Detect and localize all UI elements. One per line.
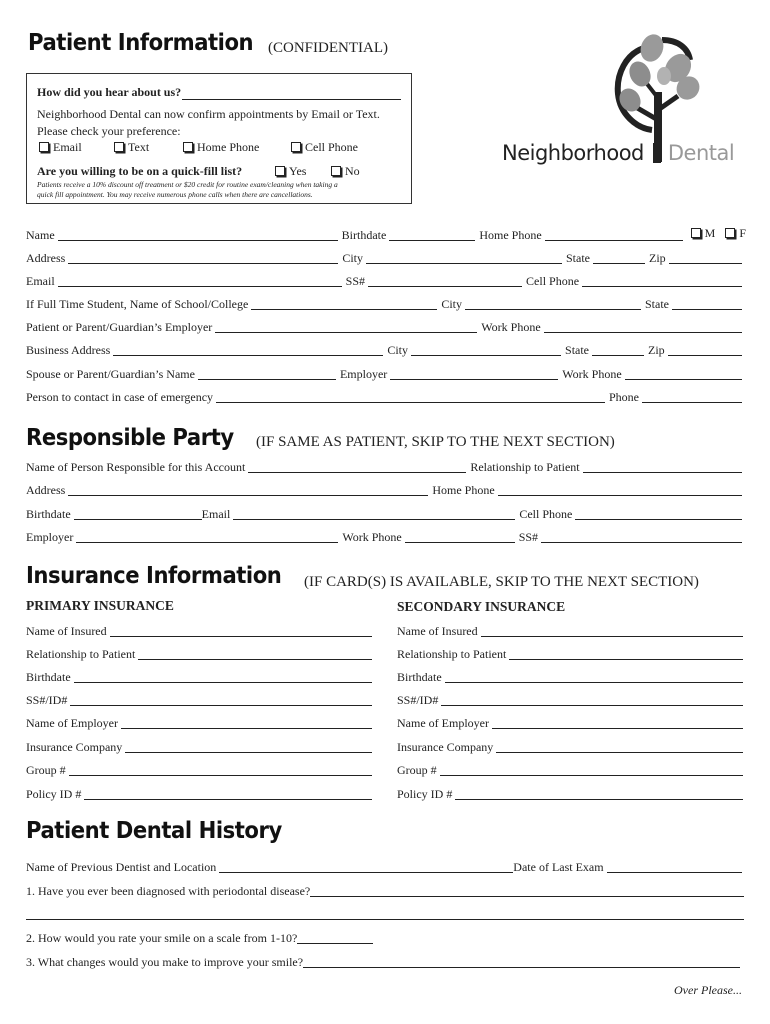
address-label: Address [26,251,66,265]
responsible-home-phone-input[interactable] [498,484,742,496]
email-row [26,273,746,287]
birthdate-label: Birthdate [341,228,387,242]
responsible-note: (IF SAME AS PATIENT, SKIP TO THE NEXT SECTION) [256,434,615,450]
referral-row [37,85,401,100]
yes-label: Yes [289,164,307,178]
address-input[interactable] [68,252,338,264]
email-input[interactable] [58,275,342,287]
zip-input[interactable] [669,252,742,264]
secondary-insurance-input[interactable] [509,648,743,660]
spouse-label: Spouse or Parent/Guardian’s Name [26,367,195,381]
referral-box [26,73,412,204]
city-label: City [342,251,363,265]
spouse-work-phone-label: Work Phone [562,367,622,381]
spouse-work-phone-input[interactable] [625,368,742,380]
last-exam-label: Date of Last Exam [513,860,604,874]
responsible-address-input[interactable] [68,484,428,496]
insurance-title: Insurance Information [26,563,282,589]
spouse-employer-input[interactable] [390,368,558,380]
business-state-input[interactable] [592,344,644,356]
spouse-input[interactable] [198,368,336,380]
q2-input[interactable] [297,932,373,944]
state-input[interactable] [593,252,645,264]
secondary-insurance-label: Name of Employer [397,716,489,730]
secondary-insurance-row [397,762,743,776]
confirm-text-1: Neighborhood Dental can now confirm appointments by Email or Text. [37,107,380,121]
student-city-label: City [441,297,462,311]
option-email[interactable] [39,140,82,155]
student-row [26,296,746,310]
primary-insurance-heading: PRIMARY INSURANCE [26,598,174,613]
secondary-insurance-row [397,715,743,729]
secondary-insurance-label: Name of Insured [397,624,478,638]
secondary-insurance-input[interactable] [492,717,743,729]
responsible-title: Responsible Party [26,425,234,451]
emergency-phone-label: Phone [609,390,639,404]
student-city-input[interactable] [465,298,641,310]
prev-dentist-input[interactable] [219,861,513,873]
responsible-birthdate-row [26,506,746,520]
sex-m[interactable] [691,226,716,241]
emergency-input[interactable] [216,391,605,403]
primary-insurance-label: Name of Insured [26,624,107,638]
responsible-name-row [26,459,746,473]
responsible-name-label: Name of Person Responsible for this Account [26,460,246,474]
primary-insurance-input[interactable] [121,717,372,729]
responsible-birthdate-label: Birthdate [26,507,71,521]
option-cell-phone-label: Cell Phone [305,140,358,154]
primary-insurance-label: Name of Employer [26,716,118,730]
secondary-insurance-input[interactable] [440,764,743,776]
quickfill-no[interactable] [331,164,360,179]
primary-insurance-input[interactable] [70,694,372,706]
responsible-work-phone-input[interactable] [405,531,515,543]
secondary-insurance-input[interactable] [481,625,743,637]
primary-insurance-input[interactable] [138,648,372,660]
fine-print-2: quick fill appointment. You may receive numerous phone calls when there are cancellations. [37,190,313,199]
responsible-employer-label: Employer [26,530,74,544]
confidential-label: (CONFIDENTIAL) [268,40,388,56]
cell-phone-input[interactable] [582,275,742,287]
ssn-input[interactable] [368,275,522,287]
q1-label: 1. Have you ever been diagnosed with periodontal disease? [26,884,311,898]
primary-insurance-label: Policy ID # [26,787,82,801]
f-checkbox-icon[interactable] [725,228,735,238]
quickfill-yes[interactable] [275,164,306,179]
name-label: Name [26,228,55,242]
name-input[interactable] [58,229,338,241]
quickfill-question: Are you willing to be on a quick-fill list? [37,164,243,178]
confirm-text-2: Please check your preference: [37,124,181,138]
responsible-address-row [26,482,746,496]
business-address-input[interactable] [113,344,383,356]
primary-insurance-label: SS#/ID# [26,693,68,707]
primary-insurance-input[interactable] [110,625,372,637]
emergency-label: Person to contact in case of emergency [26,390,214,404]
responsible-address-label: Address [26,483,66,497]
primary-insurance-row [26,739,372,753]
primary-insurance-label: Birthdate [26,670,71,684]
emergency-phone-input[interactable] [642,391,742,403]
business-city-input[interactable] [411,344,561,356]
primary-insurance-row [26,692,372,706]
primary-insurance-input[interactable] [69,764,372,776]
secondary-insurance-input[interactable] [445,671,743,683]
responsible-email-input[interactable] [233,508,515,520]
relationship-input[interactable] [583,461,742,473]
secondary-insurance-row [397,692,743,706]
fine-print-1: Patients receive a 10% discount off treatment or $20 credit for routine exam/cleaning when taking a [37,180,338,189]
primary-insurance-row [26,623,372,637]
secondary-insurance-row [397,669,743,683]
sex-f[interactable] [725,226,746,241]
birthdate-input[interactable] [389,229,475,241]
employer-row [26,319,746,333]
business-address-label: Business Address [26,343,111,357]
referral-input[interactable] [182,88,401,100]
responsible-cell-label: Cell Phone [519,507,573,521]
secondary-insurance-input[interactable] [455,788,743,800]
business-address-row [26,342,746,356]
referral-question: How did you hear about us? [37,85,182,99]
logo-word-2: Dental [667,141,735,165]
spouse-employer-label: Employer [339,367,388,381]
state-label: State [566,251,590,265]
responsible-name-input[interactable] [248,461,466,473]
insurance-note: (IF CARD(S) IS AVAILABLE, SKIP TO THE NEXT SECTION) [304,574,699,590]
cell-phone-checkbox-icon[interactable] [291,142,301,152]
name-row [26,227,746,241]
primary-insurance-row [26,646,372,660]
emergency-row [26,389,746,403]
logo-bar [653,143,661,163]
cell-phone-label: Cell Phone [526,274,580,288]
no-checkbox-icon[interactable] [331,166,341,176]
business-zip-label: Zip [648,343,665,357]
history-title: Patient Dental History [26,818,282,844]
over-please: Over Please... [674,983,742,997]
student-label: If Full Time Student, Name of School/College [26,297,249,311]
f-label: F [739,226,746,240]
option-text-label: Text [128,140,150,154]
home-phone-checkbox-icon[interactable] [183,142,193,152]
option-text[interactable] [114,140,149,155]
secondary-insurance-row [397,739,743,753]
business-city-label: City [387,343,409,357]
q2-row [26,930,746,944]
text-checkbox-icon[interactable] [114,142,124,152]
option-home-phone[interactable] [183,140,259,155]
secondary-insurance-heading: SECONDARY INSURANCE [397,599,566,614]
primary-insurance-row [26,786,372,800]
q3-label: 3. What changes would you make to improve your smile? [26,955,304,969]
secondary-insurance-label: Birthdate [397,670,442,684]
secondary-insurance-label: Policy ID # [397,787,453,801]
city-input[interactable] [366,252,562,264]
secondary-insurance-label: SS#/ID# [397,693,439,707]
responsible-home-phone-label: Home Phone [432,483,495,497]
address-row [26,250,746,264]
email-label: Email [26,274,55,288]
student-state-label: State [645,297,669,311]
last-exam-input[interactable] [607,861,742,873]
secondary-insurance-row [397,623,743,637]
option-home-phone-label: Home Phone [197,140,260,154]
m-label: M [704,226,716,240]
prev-dentist-label: Name of Previous Dentist and Location [26,860,217,874]
primary-insurance-row [26,762,372,776]
responsible-cell-input[interactable] [575,508,742,520]
secondary-insurance-input[interactable] [441,694,743,706]
relationship-label: Relationship to Patient [470,460,580,474]
no-label: No [345,164,360,178]
business-state-label: State [565,343,590,357]
primary-insurance-row [26,669,372,683]
home-phone-label: Home Phone [479,228,542,242]
primary-insurance-label: Group # [26,763,66,777]
yes-checkbox-icon[interactable] [275,166,285,176]
responsible-ssn-input[interactable] [541,531,742,543]
secondary-insurance-row [397,646,743,660]
work-phone-label: Work Phone [481,320,541,334]
home-phone-input[interactable] [545,229,683,241]
ssn-label: SS# [345,274,366,288]
secondary-insurance-label: Relationship to Patient [397,647,507,661]
student-state-input[interactable] [672,298,742,310]
logo-wordmark [502,141,734,165]
q1-input[interactable] [310,885,744,897]
q3-input[interactable] [303,956,740,968]
q2-label: 2. How would you rate your smile on a scale from 1-10? [26,931,298,945]
employer-input[interactable] [215,321,477,333]
secondary-insurance-label: Insurance Company [397,740,494,754]
secondary-insurance-label: Group # [397,763,437,777]
option-email-label: Email [53,140,82,154]
m-checkbox-icon[interactable] [691,228,701,238]
responsible-ssn-label: SS# [518,530,539,544]
secondary-insurance-input[interactable] [496,741,743,753]
q1-row [26,883,744,897]
responsible-employer-row [26,529,746,543]
logo-word-1: Neighborhood [502,141,644,165]
employer-label: Patient or Parent/Guardian’s Employer [26,320,213,334]
primary-insurance-row [26,715,372,729]
work-phone-input[interactable] [544,321,742,333]
responsible-birthdate-input[interactable] [74,508,202,520]
prev-dentist-row [26,859,746,873]
responsible-email-label: Email [201,507,231,521]
primary-insurance-input[interactable] [74,671,372,683]
school-input[interactable] [251,298,437,310]
spouse-row [26,366,746,380]
primary-insurance-label: Insurance Company [26,740,123,754]
email-checkbox-icon[interactable] [39,142,49,152]
business-zip-input[interactable] [668,344,742,356]
responsible-work-phone-label: Work Phone [342,530,402,544]
primary-insurance-input[interactable] [125,741,372,753]
primary-insurance-input[interactable] [84,788,372,800]
option-cell-phone[interactable] [291,140,358,155]
zip-label: Zip [649,251,666,265]
page-title: Patient Information [28,30,254,56]
q3-row [26,954,740,968]
q1-input-line-2[interactable] [26,919,744,920]
responsible-employer-input[interactable] [76,531,338,543]
secondary-insurance-row [397,786,743,800]
primary-insurance-label: Relationship to Patient [26,647,136,661]
